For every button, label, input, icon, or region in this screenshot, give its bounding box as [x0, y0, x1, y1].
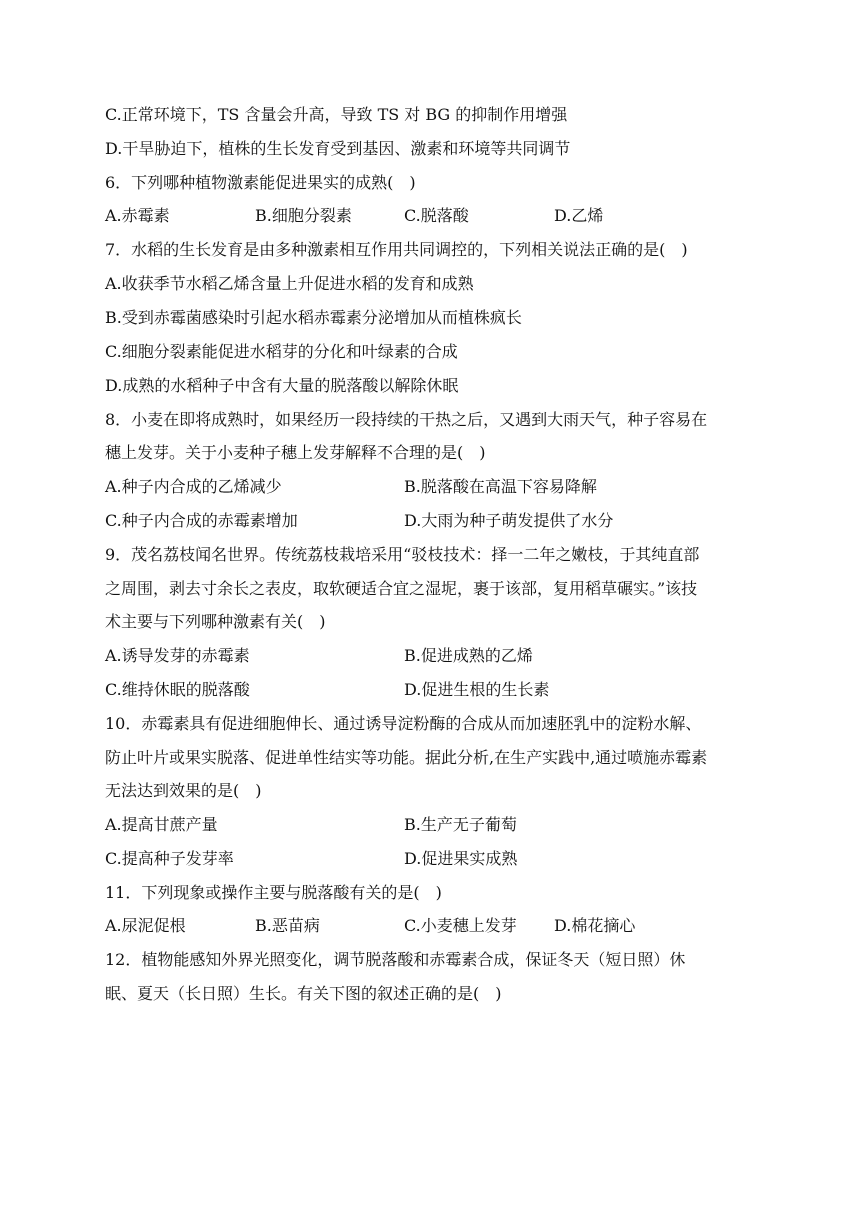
option-c: C.维持休眠的脱落酸 — [105, 680, 250, 699]
question-line: 术主要与下列哪种激素有关( ) — [105, 612, 326, 631]
option-b: B.脱落酸在高温下容易降解 — [404, 477, 597, 496]
question-line: 防止叶片或果实脱落、促进单性结实等功能。据此分析,在生产实践中,通过喷施赤霉素 — [105, 748, 708, 767]
option-b: B.促进成熟的乙烯 — [404, 646, 533, 665]
option-d: D.大雨为种子萌发提供了水分 — [404, 511, 614, 530]
question-line: 之周围，剥去寸余长之表皮，取软硬适合宜之湿坭，裹于该部，复用稻草碾实。”该技 — [105, 579, 698, 598]
option-line: D.成熟的水稻种子中含有大量的脱落酸以解除休眠 — [105, 376, 459, 395]
question-line: 12．植物能感知外界光照变化，调节脱落酸和赤霉素合成，保证冬天（短日照）休 — [105, 950, 686, 969]
option-c: C.脱落酸 — [404, 206, 469, 225]
option-b: B.生产无子葡萄 — [404, 815, 517, 834]
question-line: 9．茂名荔枝闻名世界。传统荔枝栽培采用“驳枝技术：择一二年之嫩枝，于其纯直部 — [105, 545, 700, 564]
option-c: C.提高种子发芽率 — [105, 849, 234, 868]
option-b: B.细胞分裂素 — [255, 206, 352, 225]
option-c: C.小麦穗上发芽 — [404, 916, 517, 935]
option-d: D.促进生根的生长素 — [404, 680, 550, 699]
option-line: D.干旱胁迫下，植株的生长发育受到基因、激素和环境等共同调节 — [105, 139, 571, 158]
option-line: A.收获季节水稻乙烯含量上升促进水稻的发育和成熟 — [105, 274, 474, 293]
question-line: 7．水稻的生长发育是由多种激素相互作用共同调控的，下列相关说法正确的是( ) — [105, 240, 688, 259]
option-d: D.促进果实成熟 — [404, 849, 518, 868]
option-line: C.正常环境下，TS 含量会升高，导致 TS 对 BG 的抑制作用增强 — [105, 105, 568, 124]
question-line: 穗上发芽。关于小麦种子穗上发芽解释不合理的是( ) — [105, 443, 486, 462]
option-a: A.种子内合成的乙烯减少 — [105, 477, 282, 496]
option-d: D.乙烯 — [554, 206, 604, 225]
question-line: 6．下列哪种植物激素能促进果实的成熟( ) — [105, 173, 416, 192]
question-line: 无法达到效果的是( ) — [105, 781, 262, 800]
question-line: 10．赤霉素具有促进细胞伸长、通过诱导淀粉酶的合成从而加速胚乳中的淀粉水解、 — [105, 714, 702, 733]
option-c: C.种子内合成的赤霉素增加 — [105, 511, 298, 530]
question-line: 11．下列现象或操作主要与脱落酸有关的是( ) — [105, 883, 442, 902]
option-b: B.恶苗病 — [255, 916, 320, 935]
option-line: C.细胞分裂素能促进水稻芽的分化和叶绿素的合成 — [105, 342, 458, 361]
option-a: A.赤霉素 — [105, 206, 170, 225]
option-a: A.提高甘蔗产量 — [105, 815, 218, 834]
question-line: 眠、夏天（长日照）生长。有关下图的叙述正确的是( ) — [105, 984, 502, 1003]
option-a: A.诱导发芽的赤霉素 — [105, 646, 250, 665]
option-line: B.受到赤霉菌感染时引起水稻赤霉素分泌增加从而植株疯长 — [105, 308, 522, 327]
option-d: D.棉花摘心 — [554, 916, 636, 935]
question-line: 8．小麦在即将成熟时，如果经历一段持续的干热之后，又遇到大雨天气，种子容易在 — [105, 410, 708, 429]
option-a: A.尿泥促根 — [105, 916, 186, 935]
